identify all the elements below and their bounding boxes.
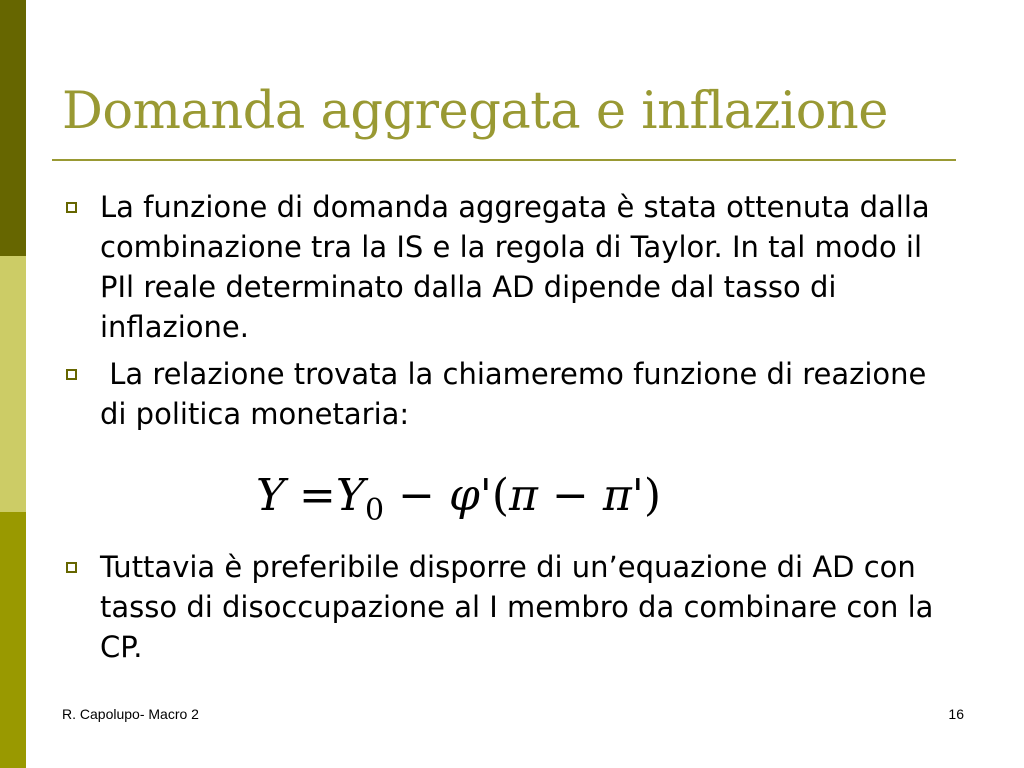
- side-bar-bottom: [0, 512, 26, 768]
- bullet-list: [62, 187, 962, 434]
- bullet-text: La funzione di domanda aggregata è stata ottenuta dalla combinazione tra la IS e la regola di Taylor. In tal modo il PIl reale determinato dalla AD dipende dal tasso di inflazione.: [100, 190, 930, 344]
- bullet-item: [62, 354, 962, 434]
- equation-lhs: Y: [256, 470, 286, 521]
- bullet-item: [62, 187, 962, 347]
- bullet-list: [62, 547, 962, 667]
- side-bar-middle: [0, 256, 26, 512]
- square-bullet-icon: [66, 562, 77, 573]
- equation: [256, 470, 661, 528]
- equation-paren-close: '): [631, 470, 661, 521]
- equation-pi: π: [509, 470, 538, 521]
- slide-title: Domanda aggregata e inflazione: [62, 82, 888, 141]
- side-bar-top: [0, 0, 26, 256]
- square-bullet-icon: [66, 202, 77, 213]
- page-number: 16: [948, 706, 964, 722]
- equation-phi: φ: [448, 470, 480, 521]
- equation-pi-target: π: [602, 470, 632, 521]
- equation-y: Y: [335, 470, 365, 521]
- equation-subscript: 0: [364, 493, 385, 528]
- title-divider: [52, 159, 956, 161]
- equation-equals: =: [299, 470, 336, 521]
- equation-paren-open: '(: [479, 470, 510, 521]
- square-bullet-icon: [66, 369, 77, 380]
- equation-minus: −: [398, 470, 435, 521]
- bullet-text: La relazione trovata la chiameremo funzione di reazione di politica monetaria:: [100, 357, 936, 431]
- footer-author: R. Capolupo- Macro 2: [62, 706, 199, 722]
- bullet-item: [62, 547, 962, 667]
- equation-minus: −: [551, 470, 589, 521]
- bullet-text: Tuttavia è preferibile disporre di un’equazione di AD con tasso di disoccupazione al I membro da combinare con la CP.: [100, 550, 934, 664]
